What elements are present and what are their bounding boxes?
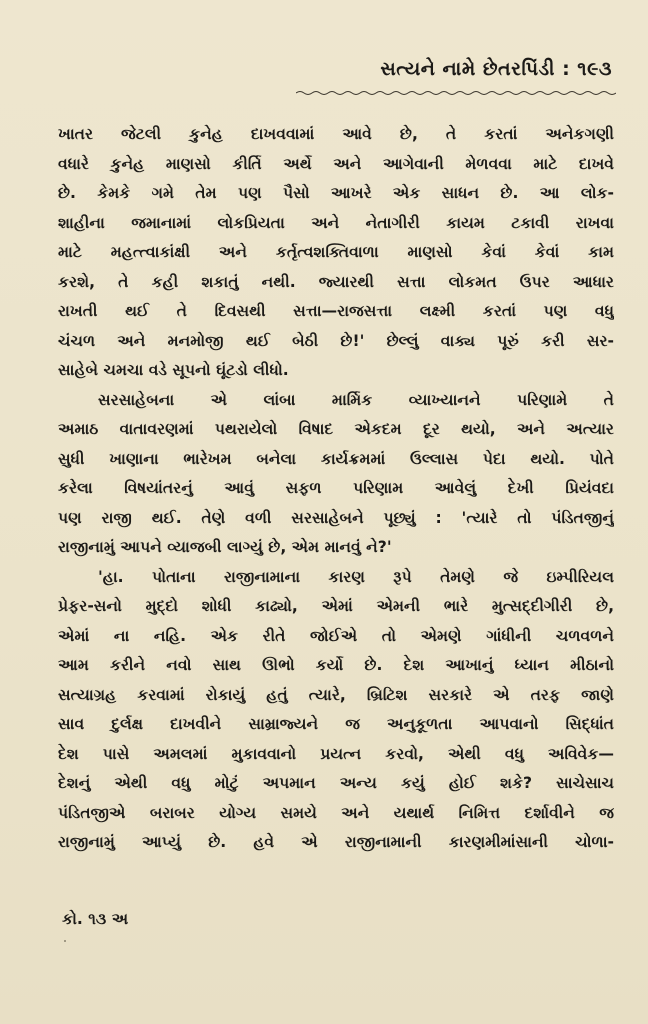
text-line: પ્રેફર-સનો મુદ્દો શોધી કાઢ્યો, એમાં એમની ભારે મુત્સદ્દીગીરી છે,	[58, 597, 614, 615]
text-line: ખાતર જેટલી કુનેહ દાખવવામાં આવે છે, તે કરતાં અનેકગણી	[58, 125, 614, 143]
body-text	[58, 120, 614, 858]
text-line: દેશનું એથી વધુ મોટું અપમાન અન્ય કયું હોઈ શકે? સાચેસાચ	[58, 774, 614, 792]
text-line: પણ રાજી થઈ. તેણે વળી સરસાહેબને પૂછ્યું : 'ત્યારે તો પંડિતજીનું	[58, 508, 614, 527]
text-line: દેશ પાસે અમલમાં મુકાવવાનો પ્રયત્ન કરવો, એથી વધુ અવિવેક—	[58, 744, 614, 763]
signature-mark: કો. ૧૩ અ	[62, 910, 129, 928]
text-line: રાખતી થઈ તે દિવસથી સત્તા—રાજસત્તા લક્ષ્મી કરતાં પણ વધુ	[58, 302, 614, 320]
text-line: વધારે કુનેહ માણસો કીર્તિ અર્થે અને આગેવાની મેળવવા માટે દાખવે	[58, 154, 614, 173]
text-line: સરસાહેબના એ લાંબા માર્મિક વ્યાખ્યાનને પરિણામે તે	[98, 390, 614, 409]
text-line: કરેલા વિષયાંતરનું આવું સફળ પરિણામ આવેલું દેખી પ્રિયંવદા	[58, 479, 614, 497]
text-line: સાહેબે ચમચા વડે સૂપનો ઘૂંટડો લીધો.	[58, 361, 289, 379]
text-line: માટે મહત્ત્વાકાંક્ષી અને કર્તૃત્વશક્તિવાળા માણસો કેવાં કેવાં કામ	[58, 243, 614, 261]
text-line: રાજીનામું આપને વ્યાજબી લાગ્યું છે, એમ માનવું ને?'	[58, 538, 392, 556]
text-line: પંડિતજીએ બરાબર યોગ્ય સમયે અને યથાર્થ નિમિત્ત દર્શાવીને જ	[58, 803, 614, 822]
text-line: અમાઠ વાતાવરણમાં પથરાયેલો વિષાદ એકદમ દૂર થયો, અને અત્યાર	[58, 420, 614, 438]
header-wavy-underline	[296, 90, 616, 96]
text-line: કરશે, તે કહી શકાતું નથી. જ્યારથી સત્તા લોકમત ઉપર આધાર	[58, 272, 614, 291]
text-line: ચંચળ અને મનમોજી થઈ બેઠી છે!' છેલ્લું વાક્ય પૂરું કરી સર-	[58, 331, 614, 350]
text-line: સત્યાગ્રહ કરવામાં રોકાયું હતું ત્યારે, બ્રિટિશ સરકારે એ તરફ જાણે	[58, 685, 614, 704]
text-line: 'હા. પોતાના રાજીનામાના કારણ રૂપે તેમણે જે ઇમ્પીરિયલ	[98, 567, 614, 586]
text-line: છે. કેમકે ગમે તેમ પણ પૈસો આખરે એક સાધન છે. આ લોક-	[58, 184, 614, 202]
paragraph-3	[58, 563, 614, 858]
text-line: શાહીના જમાનામાં લોકપ્રિયતા અને નેતાગીરી કાયમ ટકાવી રાખવા	[58, 213, 614, 232]
text-line: એમાં ના નહિ. એક રીતે જોઈએ તો એમણે ગાંધીની ચળવળને	[58, 626, 614, 645]
text-line: સુધી ખાણાના ભારેખમ બનેલા કાર્યક્રમમાં ઉલ્લાસ પેદા થયો. પોતે	[58, 449, 614, 468]
text-line: સાવ દુર્લક્ષ દાખવીને સામ્રાજ્યને જ અનુકૂળતા આપવાનો સિદ્ધાંત	[58, 715, 614, 733]
print-speck	[64, 940, 66, 942]
paragraph-2	[58, 386, 614, 563]
paragraph-1	[58, 120, 614, 386]
text-line: રાજીનામું આપ્યું છે. હવે એ રાજીનામાની કારણમીમાંસાની ચોળા-	[58, 833, 614, 851]
running-header: સત્યને નામે છેતરપિંડી : ૧૯૩	[380, 58, 612, 80]
text-line: આમ કરીને નવો સાથ ઊભો કર્યો છે. દેશ આખાનું ધ્યાન મીઠાનો	[58, 656, 614, 674]
